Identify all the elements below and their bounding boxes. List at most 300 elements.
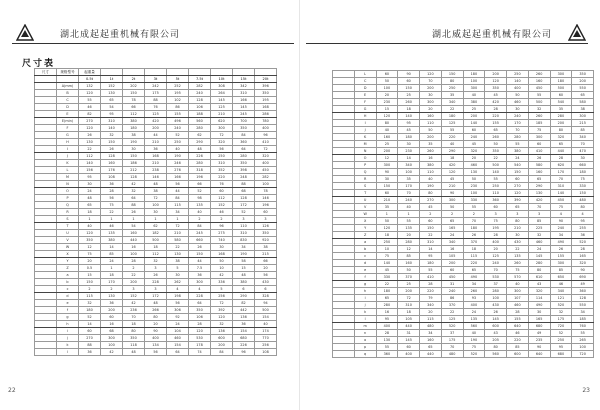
table-cell: 85 <box>101 251 123 258</box>
table-cell: 248 <box>233 174 255 181</box>
table-row <box>333 302 594 309</box>
table-cell: B <box>57 90 79 97</box>
table-cell: 60 <box>507 176 529 183</box>
table-cell: 24 <box>79 188 101 195</box>
table-cell: 140 <box>485 169 507 176</box>
table-cell: 240 <box>507 113 529 120</box>
table-cell: 100 <box>572 344 594 351</box>
table-cell: 22 <box>420 232 442 239</box>
table-cell: R <box>57 209 79 216</box>
table-cell: 90 <box>441 190 463 197</box>
table-cell: J <box>354 127 376 134</box>
table-cell: 342 <box>233 83 255 90</box>
table-cell: 16 <box>420 155 442 162</box>
table-cell: 318 <box>189 167 211 174</box>
table-cell: S <box>57 216 79 223</box>
table-cell: 3 <box>233 216 255 223</box>
table-cell: 210 <box>145 139 167 146</box>
table-cell: 350 <box>233 160 255 167</box>
table-cell: 190 <box>123 139 145 146</box>
table-cell: 460 <box>528 239 550 246</box>
table-cell: 115 <box>167 202 189 209</box>
table-cell: 300 <box>211 125 233 132</box>
table-cell: 360 <box>233 139 255 146</box>
table-cell: 82 <box>79 111 101 118</box>
table-cell: 80 <box>485 344 507 351</box>
table-cell: e <box>57 300 79 307</box>
table-cell: 200 <box>376 148 398 155</box>
table-cell: 85 <box>528 218 550 225</box>
table-row <box>333 113 594 120</box>
table-cell: 240 <box>167 125 189 132</box>
table-row <box>333 267 594 274</box>
table-cell <box>333 99 355 106</box>
table-cell: 80 <box>145 314 167 321</box>
table-cell: 360 <box>485 197 507 204</box>
table-cell: 400 <box>145 335 167 342</box>
table-cell: 16 <box>376 309 398 316</box>
table-cell: 18 <box>441 155 463 162</box>
table-cell: D <box>57 104 79 111</box>
table-cell: 690 <box>572 274 594 281</box>
table-cell: 392 <box>211 307 233 314</box>
table-cell: V <box>354 204 376 211</box>
table-cell: 30 <box>507 232 529 239</box>
table-cell: 440 <box>398 323 420 330</box>
table-cell: 60 <box>211 188 233 195</box>
table-cell: 78 <box>255 188 277 195</box>
table-cell: k <box>354 309 376 316</box>
table-cell <box>35 307 57 314</box>
table-cell: 256 <box>211 293 233 300</box>
table-cell: 110 <box>233 223 255 230</box>
table-cell: 245 <box>233 111 255 118</box>
table-cell: 65 <box>376 295 398 302</box>
table-cell: 70 <box>441 344 463 351</box>
table-cell: 60 <box>376 71 398 78</box>
table-cell <box>35 83 57 90</box>
table-cell: 150 <box>572 190 594 197</box>
table-cell: 380 <box>233 279 255 286</box>
table-cell: 260 <box>398 99 420 106</box>
table-cell <box>333 78 355 85</box>
table-cell: 152 <box>123 293 145 300</box>
table-cell: 60 <box>441 267 463 274</box>
table-cell: o <box>354 337 376 344</box>
table-cell: 226 <box>189 153 211 160</box>
table-cell: 180 <box>550 78 572 85</box>
table-cell: 4 <box>189 286 211 293</box>
page-header <box>306 22 588 44</box>
table-cell: 52 <box>233 209 255 216</box>
table-cell: 500 <box>485 162 507 169</box>
table-cell: 660 <box>572 162 594 169</box>
table-header-cell <box>211 69 233 76</box>
table-cell: 26 <box>101 146 123 153</box>
table-cell <box>35 90 57 97</box>
table-cell: 26 <box>145 272 167 279</box>
table-cell: 212 <box>123 167 145 174</box>
table-cell: 270 <box>79 335 101 342</box>
table-cell: h <box>354 288 376 295</box>
table-cell: 720 <box>550 323 572 330</box>
table-cell: i <box>354 295 376 302</box>
table-cell: 320 <box>211 139 233 146</box>
table-cell: 175 <box>550 316 572 323</box>
table-cell: 200 <box>485 71 507 78</box>
table-cell: 24 <box>101 258 123 265</box>
table-row <box>35 307 277 314</box>
table-cell: 410 <box>420 274 442 281</box>
table-cell: 190 <box>167 153 189 160</box>
table-cell: 420 <box>145 118 167 125</box>
table-cell: 300 <box>550 260 572 267</box>
table-cell: 118 <box>123 342 145 349</box>
table-cell: 340 <box>572 134 594 141</box>
table-cell: 22 <box>507 246 529 253</box>
table-cell: 168 <box>255 104 277 111</box>
table-cell: 100 <box>255 181 277 188</box>
table-cell <box>333 316 355 323</box>
table-header-cell <box>145 69 167 76</box>
table-cell: 6 <box>255 286 277 293</box>
table-cell: 340 <box>420 302 442 309</box>
table-cell: 16 <box>101 321 123 328</box>
table-cell: 160 <box>528 169 550 176</box>
table-cell <box>333 274 355 281</box>
table-cell <box>35 139 57 146</box>
table-cell: 40 <box>189 209 211 216</box>
table-cell: 450 <box>441 274 463 281</box>
table-cell: 64 <box>189 300 211 307</box>
table-cell: 26 <box>123 209 145 216</box>
table-cell: 120 <box>376 225 398 232</box>
table-cell: 64 <box>123 195 145 202</box>
table-cell: 156 <box>79 167 101 174</box>
table-cell <box>35 153 57 160</box>
table-row <box>333 99 594 106</box>
table-cell: 145 <box>398 337 420 344</box>
table-cell: H <box>354 113 376 120</box>
table-cell: 320 <box>550 134 572 141</box>
table-row <box>333 309 594 316</box>
table-cell: 238 <box>145 167 167 174</box>
table-cell: 44 <box>167 188 189 195</box>
table-cell: 230 <box>376 99 398 106</box>
table-cell: 56 <box>167 300 189 307</box>
table-cell: m <box>354 323 376 330</box>
table-cell <box>333 204 355 211</box>
table-cell: 290 <box>528 183 550 190</box>
table-cell: 80 <box>123 328 145 335</box>
table-cell: 300 <box>550 71 572 78</box>
table-cell: 250 <box>167 139 189 146</box>
table-cell: 350 <box>123 335 145 342</box>
table-cell <box>333 302 355 309</box>
table-cell: 75 <box>101 202 123 209</box>
table-cell: 79 <box>420 295 442 302</box>
table-cell <box>333 113 355 120</box>
table-row <box>333 330 594 337</box>
table-cell: 28 <box>485 232 507 239</box>
table-cell: 260 <box>463 288 485 295</box>
table-cell: 560 <box>189 118 211 125</box>
table-cell <box>35 118 57 125</box>
table-cell: 28 <box>485 106 507 113</box>
table-cell: k <box>57 342 79 349</box>
table-row <box>35 139 277 146</box>
table-cell: 400 <box>485 239 507 246</box>
table-cell: 121 <box>550 295 572 302</box>
table-row <box>333 134 594 141</box>
table-cell: 84 <box>211 349 233 356</box>
table-cell: l <box>57 349 79 356</box>
table-row <box>333 281 594 288</box>
table-cell: 14 <box>79 321 101 328</box>
table-cell: 120 <box>485 78 507 85</box>
table-cell: 350 <box>255 230 277 237</box>
table-cell: 350 <box>485 148 507 155</box>
table-cell: 410 <box>255 139 277 146</box>
table-cell: 255 <box>572 225 594 232</box>
table-cell: 580 <box>572 99 594 106</box>
table-cell <box>333 344 355 351</box>
table-cell: R <box>354 176 376 183</box>
table-row <box>333 155 594 162</box>
table-cell: 72 <box>211 300 233 307</box>
table-cell: 18 <box>79 209 101 216</box>
table-cell: 88 <box>79 342 101 349</box>
table-cell: 480 <box>441 351 463 358</box>
table-cell: 3 <box>507 211 529 218</box>
table-cell: 166 <box>233 97 255 104</box>
table-cell: 196 <box>255 202 277 209</box>
table-row <box>35 328 277 335</box>
table-cell: 240 <box>441 288 463 295</box>
table-cell <box>333 92 355 99</box>
table-cell: 256 <box>255 342 277 349</box>
table-cell: e <box>354 267 376 274</box>
table-cell <box>333 260 355 267</box>
table-header-cell: 起重量 <box>79 69 101 76</box>
table-cell: 200 <box>101 307 123 314</box>
table-cell: 170 <box>101 279 123 286</box>
table-cell: 196 <box>189 174 211 181</box>
table-cell: 160 <box>528 78 550 85</box>
table-row <box>333 190 594 197</box>
table-cell: 250 <box>441 85 463 92</box>
table-cell: 215 <box>255 251 277 258</box>
table-cell <box>35 97 57 104</box>
table-header-cell: 5t <box>167 76 189 83</box>
table-cell: 32 <box>528 106 550 113</box>
table-cell: 44 <box>145 132 167 139</box>
table-cell: 55 <box>485 176 507 183</box>
table-row <box>35 258 277 265</box>
table-cell: 35 <box>550 106 572 113</box>
table-cell: 370 <box>398 274 420 281</box>
table-cell: 75 <box>572 176 594 183</box>
table-cell: 180 <box>79 307 101 314</box>
table-cell: 105 <box>398 316 420 323</box>
table-cell: 140 <box>79 160 101 167</box>
table-cell: 66 <box>123 104 145 111</box>
table-cell: 60 <box>398 344 420 351</box>
table-cell: 120 <box>189 328 211 335</box>
table-cell: 130 <box>528 190 550 197</box>
table-cell: 126 <box>255 223 277 230</box>
table-cell: D <box>354 85 376 92</box>
table-cell: 48 <box>233 272 255 279</box>
table-row <box>35 97 277 104</box>
table-cell: 290 <box>233 293 255 300</box>
table-cell: 46 <box>507 330 529 337</box>
table-cell: 65 <box>441 218 463 225</box>
table-cell: 70 <box>398 190 420 197</box>
table-cell: 1 <box>123 216 145 223</box>
table-cell: W <box>354 211 376 218</box>
table-cell: 275 <box>211 230 233 237</box>
table-row <box>333 253 594 260</box>
table-cell: 22 <box>101 209 123 216</box>
table-cell: 154 <box>233 328 255 335</box>
table-cell: 94 <box>255 300 277 307</box>
table-cell: 202 <box>123 83 145 90</box>
table-cell: 66 <box>255 258 277 265</box>
table-cell: M <box>354 141 376 148</box>
table-cell: 185 <box>528 120 550 127</box>
table-cell: 160 <box>123 230 145 237</box>
table-cell: 55 <box>463 204 485 211</box>
table-cell: 35 <box>398 176 420 183</box>
table-cell: 236 <box>123 307 145 314</box>
table-cell: 2 <box>420 211 442 218</box>
table-cell: 310 <box>550 183 572 190</box>
table-cell <box>35 181 57 188</box>
table-cell: 180 <box>376 288 398 295</box>
table-cell: 26 <box>528 155 550 162</box>
table-cell: 198 <box>167 293 189 300</box>
table-cell: 440 <box>550 148 572 155</box>
table-cell: 75 <box>528 127 550 134</box>
table-cell: 185 <box>572 316 594 323</box>
table-cell: 95 <box>550 344 572 351</box>
table-cell: 70 <box>572 141 594 148</box>
table-cell: 60 <box>79 328 101 335</box>
company-logo-icon <box>16 24 34 41</box>
table-cell: 300 <box>420 99 442 106</box>
table-cell: 180 <box>463 71 485 78</box>
table-cell: 300 <box>101 335 123 342</box>
table-cell: 18 <box>398 106 420 113</box>
table-row <box>333 183 594 190</box>
table-row <box>333 211 594 218</box>
table-cell <box>333 155 355 162</box>
table-cell <box>333 148 355 155</box>
table-cell: 55 <box>420 267 442 274</box>
table-cell <box>333 330 355 337</box>
table-cell: 310 <box>233 90 255 97</box>
table-cell: 660 <box>189 237 211 244</box>
table-row <box>333 176 594 183</box>
table-cell: 134 <box>145 342 167 349</box>
table-cell: 96 <box>255 132 277 139</box>
table-cell: 280 <box>233 153 255 160</box>
table-cell <box>333 281 355 288</box>
table-header-cell <box>255 69 277 76</box>
table-cell: 165 <box>572 253 594 260</box>
table-cell: 22 <box>485 155 507 162</box>
table-cell: 174 <box>255 328 277 335</box>
table-cell: J <box>57 153 79 160</box>
table-cell: 600 <box>211 335 233 342</box>
table-cell <box>333 71 355 78</box>
table-cell: 320 <box>572 260 594 267</box>
table-cell: b <box>57 279 79 286</box>
table-cell: 26 <box>79 132 101 139</box>
table-cell: 24 <box>528 246 550 253</box>
table-cell: 80 <box>550 127 572 134</box>
table-cell: 140 <box>376 260 398 267</box>
table-cell: W <box>57 244 79 251</box>
table-cell: 230 <box>398 148 420 155</box>
table-cell: 220 <box>485 113 507 120</box>
table-cell: P <box>354 162 376 169</box>
table-cell: 2 <box>123 265 145 272</box>
table-cell: 32 <box>79 300 101 307</box>
table-cell: 520 <box>550 302 572 309</box>
table-cell: 49 <box>572 281 594 288</box>
table-cell: 55 <box>79 97 101 104</box>
table-row <box>35 265 277 272</box>
table-cell: 188 <box>189 111 211 118</box>
table-cell: 496 <box>167 118 189 125</box>
table-cell: 100 <box>376 85 398 92</box>
table-cell: Y <box>57 258 79 265</box>
table-cell: 168 <box>145 153 167 160</box>
table-cell: 150 <box>507 169 529 176</box>
table-cell: 120 <box>420 71 442 78</box>
table-cell: 30 <box>420 92 442 99</box>
table-row <box>333 218 594 225</box>
table-cell <box>35 286 57 293</box>
table-cell: 460 <box>507 302 529 309</box>
table-cell: 130 <box>463 169 485 176</box>
table-cell: 500 <box>255 307 277 314</box>
page-number: 22 <box>8 387 16 394</box>
table-cell: 24 <box>507 155 529 162</box>
table-cell: 7.5 <box>189 265 211 272</box>
table-cell: 90 <box>572 267 594 274</box>
table-cell: 125 <box>441 316 463 323</box>
table-cell: 400 <box>463 302 485 309</box>
table-cell: 52 <box>167 132 189 139</box>
table-cell: 282 <box>255 174 277 181</box>
table-cell: 490 <box>550 239 572 246</box>
table-cell: 65 <box>420 344 442 351</box>
table-cell: 340 <box>398 162 420 169</box>
table-cell: 25 <box>398 92 420 99</box>
table-cell: 200 <box>550 120 572 127</box>
table-cell: 48 <box>79 195 101 202</box>
table-cell: 114 <box>528 295 550 302</box>
table-cell: A(mm) <box>57 83 79 90</box>
table-cell: 380 <box>463 99 485 106</box>
table-cell: V <box>57 237 79 244</box>
table-cell: 650 <box>550 274 572 281</box>
table-cell: 34 <box>550 232 572 239</box>
table-cell: 55 <box>528 92 550 99</box>
